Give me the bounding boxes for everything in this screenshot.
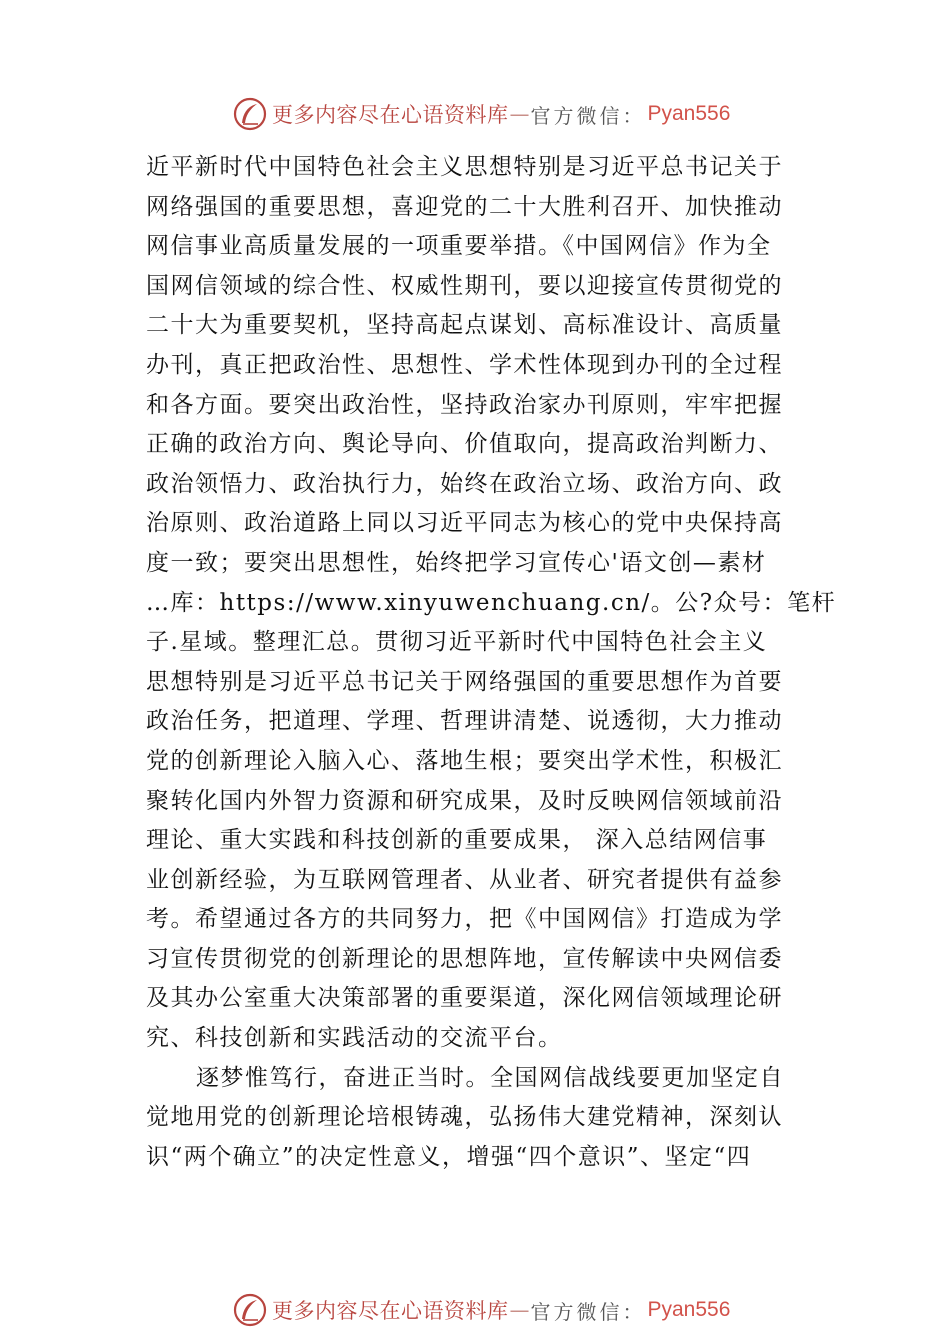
- text-line: 习宣传贯彻党的创新理论的思想阵地，宣传解读中央网信委: [146, 945, 783, 972]
- banner-separator: —: [509, 102, 530, 126]
- text-line: 二十大为重要契机，坚持高起点谋划、高标准设计、高质量: [146, 312, 783, 339]
- text-line: 党的创新理论入脑入心、落地生根；要突出学术性，积极汇: [146, 747, 783, 774]
- text-line: 觉地用党的创新理论培根铸魂，弘扬伟大建党精神，深刻认: [146, 1104, 783, 1131]
- text-line: 和各方面。要突出政治性，坚持政治家办刊原则，牢牢把握: [146, 391, 783, 418]
- banner-official-label: 官方微信：: [530, 1299, 646, 1324]
- banner-wechat-id: Pyan556: [647, 102, 731, 125]
- text-line: 政治任务，把道理、学理、哲理讲清楚、说透彻，大力推动: [146, 708, 783, 735]
- banner-wechat-id: Pyan556: [647, 1298, 731, 1321]
- text-line: 国网信领域的综合性、权威性期刊，要以迎接宣传贯彻党的: [146, 272, 783, 299]
- banner-main-text: 更多内容尽在心语资料库: [272, 103, 509, 127]
- text-line: 考。希望通过各方的共同努力，把《中国网信》打造成为学: [146, 906, 783, 933]
- feather-pen-logo-icon: [232, 96, 268, 132]
- text-line: …库：https://www.xinyuwenchuang.cn/。公?众号：笔杆: [146, 589, 837, 616]
- text-line: 思想特别是习近平总书记关于网络强国的重要思想作为首要: [146, 668, 783, 695]
- text-line: 治原则、政治道路上同以习近平同志为核心的党中央保持高: [146, 510, 783, 537]
- text-line: 业创新经验，为互联网管理者、从业者、研究者提供有益参: [146, 866, 783, 893]
- text-line: 网信事业高质量发展的一项重要举措。《中国网信》作为全: [146, 233, 772, 260]
- footer-banner: [232, 1290, 730, 1330]
- text-line: 正确的政治方向、舆论导向、价值取向，提高政治判断力、: [146, 431, 783, 458]
- header-banner: [232, 94, 730, 134]
- text-line: 近平新时代中国特色社会主义思想特别是习近平总书记关于: [146, 154, 783, 180]
- document-body: [146, 148, 837, 1177]
- text-line: 度一致；要突出思想性，始终把学习宣传心'语文创—素材: [146, 549, 767, 576]
- feather-pen-logo-icon: [232, 1292, 268, 1328]
- text-line: 逐梦惟笃行，奋进正当时。全国网信战线要更加坚定自: [196, 1064, 784, 1091]
- text-line: 子.星域。整理汇总。贯彻习近平新时代中国特色社会主义: [146, 629, 768, 656]
- banner-main-text: 更多内容尽在心语资料库: [272, 1299, 509, 1323]
- banner-official-label: 官方微信：: [530, 103, 646, 128]
- text-line: 聚转化国内外智力资源和研究成果，及时反映网信领域前沿: [146, 787, 783, 814]
- text-line: 办刊，真正把政治性、思想性、学术性体现到办刊的全过程: [146, 351, 783, 378]
- paragraph-2: [146, 1059, 810, 1178]
- text-line: 理论、重大实践和科技创新的重要成果， 深入总结网信事: [146, 827, 768, 854]
- paragraph-1: [146, 148, 837, 1059]
- text-line: 识“两个确立”的决定性意义，增强“四个意识”、坚定“四: [146, 1143, 752, 1170]
- text-line: 政治领悟力、政治执行力，始终在政治立场、政治方向、政: [146, 470, 783, 497]
- text-line: 及其办公室重大决策部署的重要渠道，深化网信领域理论研: [146, 985, 783, 1012]
- banner-separator: —: [509, 1298, 530, 1322]
- text-line: 网络强国的重要思想，喜迎党的二十大胜利召开、加快推动: [146, 193, 783, 220]
- text-line: 究、科技创新和实践活动的交流平台。: [146, 1025, 563, 1052]
